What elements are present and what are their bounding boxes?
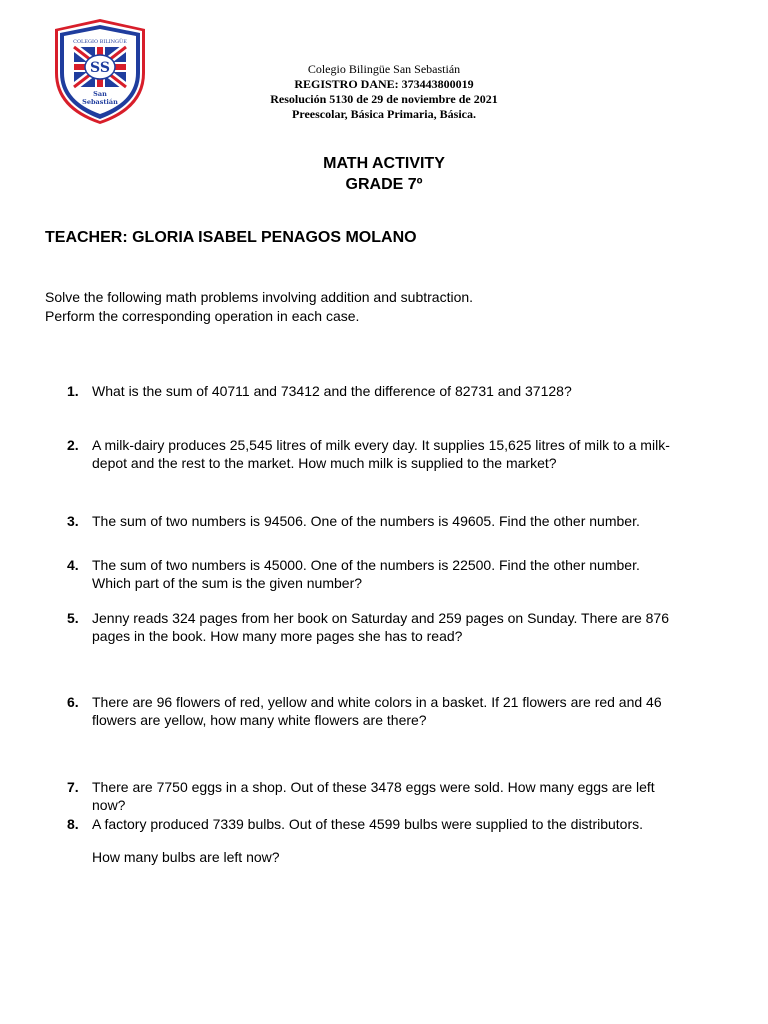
problem-line: What is the sum of 40711 and 73412 and the difference of 82731 and 37128?	[92, 383, 572, 399]
problem-number: 8.	[67, 816, 79, 832]
resolucion: Resolución 5130 de 29 de noviembre de 2021	[270, 92, 498, 106]
problem-number: 1.	[67, 383, 79, 399]
teacher-name: TEACHER: GLORIA ISABEL PENAGOS MOLANO	[45, 229, 417, 246]
registro-dane: REGISTRO DANE: 373443800019	[294, 77, 474, 91]
crest-bottom-text-2: Sebastián	[82, 98, 118, 106]
problem-line: flowers are yellow, how many white flowers are there?	[92, 712, 427, 728]
problem-text	[92, 693, 722, 729]
school-header	[0, 62, 768, 122]
problem-line: depot and the rest to the market. How much milk is supplied to the market?	[92, 455, 557, 471]
problem-line: A factory produced 7339 bulbs. Out of these 4599 bulbs were supplied to the distributors.	[92, 816, 644, 832]
problem-line: How many bulbs are left now?	[92, 849, 280, 865]
problem-number: 5.	[67, 610, 79, 626]
problem-text	[92, 436, 722, 472]
crest-bottom-text-1: San	[93, 90, 107, 98]
problem-line: The sum of two numbers is 45000. One of the numbers is 22500. Find the other number.	[92, 557, 640, 573]
crest-monogram: SS	[90, 60, 110, 76]
problem-text	[92, 815, 722, 866]
school-name: Colegio Bilingüe San Sebastián	[307, 62, 461, 76]
problem-text	[92, 609, 722, 645]
problem-text	[92, 778, 722, 814]
instructions-line-2: Perform the corresponding operation in each case.	[45, 308, 360, 324]
problem-text	[92, 556, 722, 592]
problem-line: pages in the book. How many more pages she has to read?	[92, 628, 463, 644]
problem-text	[92, 512, 722, 530]
instructions-line-1: Solve the following math problems involving addition and subtraction.	[45, 289, 474, 305]
title-line-2: GRADE 7º	[345, 176, 423, 193]
problem-line: The sum of two numbers is 94506. One of the numbers is 49605. Find the other number.	[92, 513, 640, 529]
problem-number: 3.	[67, 513, 79, 529]
problem-line: There are 7750 eggs in a shop. Out of these 3478 eggs were sold. How many eggs are left	[92, 779, 655, 795]
title-line-1: MATH ACTIVITY	[323, 155, 445, 172]
instructions	[45, 288, 473, 326]
problem-number: 4.	[67, 557, 79, 573]
document-title	[0, 153, 768, 195]
problem-number: 6.	[67, 694, 79, 710]
problem-line: now?	[92, 797, 126, 813]
problem-line: There are 96 flowers of red, yellow and white colors in a basket. If 21 flowers are red and 46	[92, 694, 662, 710]
crest-top-text: COLEGIO BILINGÜE	[73, 39, 127, 45]
problem-line: A milk-dairy produces 25,545 litres of milk every day. It supplies 15,625 litres of milk to a milk-	[92, 437, 670, 453]
niveles: Preescolar, Básica Primaria, Básica.	[292, 107, 476, 121]
problem-text	[92, 382, 722, 400]
problem-line: Which part of the sum is the given number?	[92, 575, 363, 591]
problem-number: 7.	[67, 779, 79, 795]
problem-line: Jenny reads 324 pages from her book on Saturday and 259 pages on Sunday. There are 876	[92, 610, 669, 626]
problem-number: 2.	[67, 437, 79, 453]
